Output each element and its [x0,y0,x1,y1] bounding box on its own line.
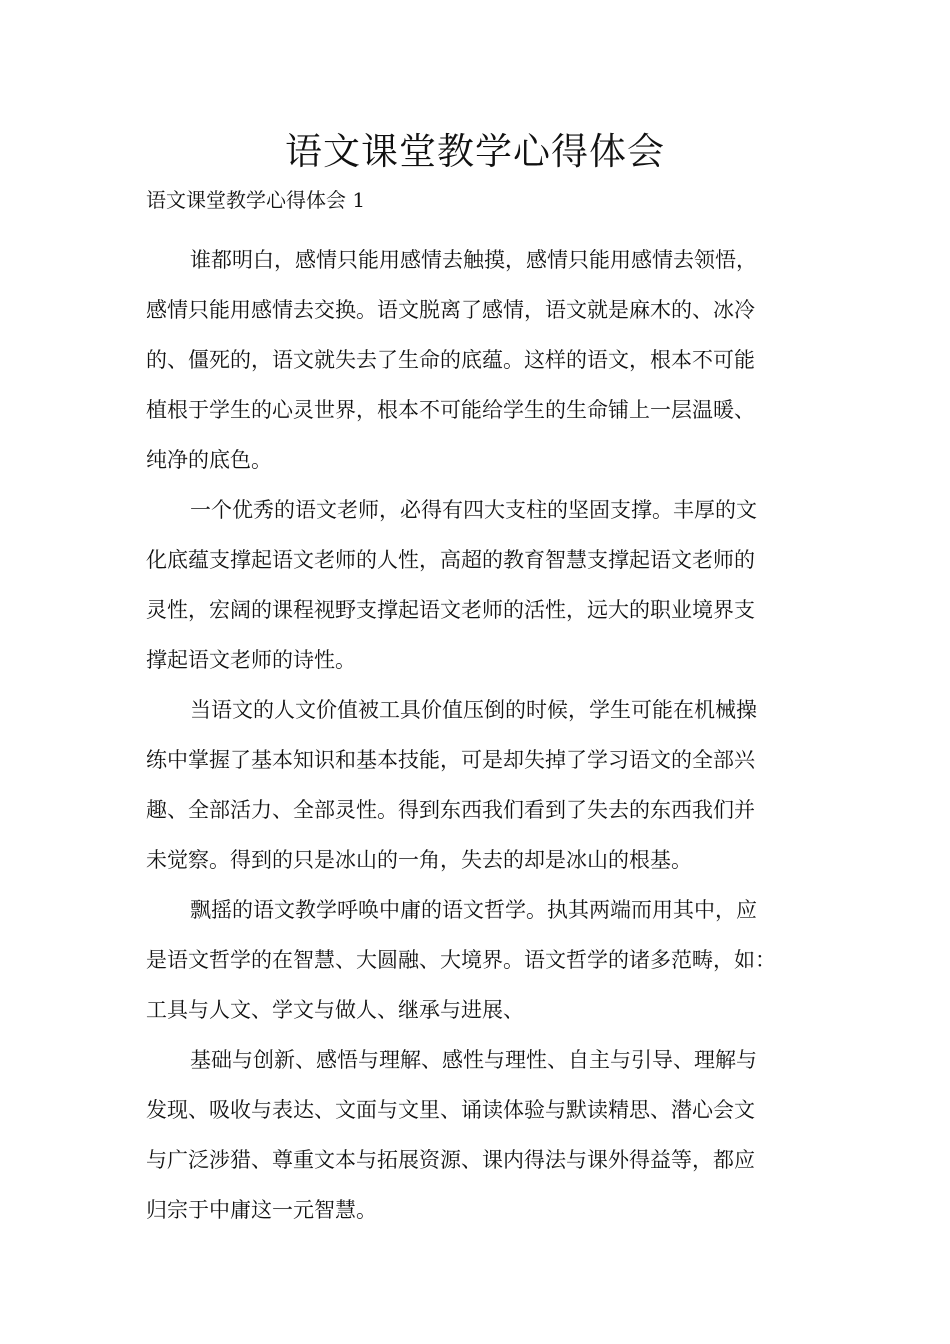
paragraph-line: 工具与人文、学文与做人、继承与进展、 [146,998,524,1022]
paragraph-line: 一个优秀的语文老师，必得有四大支柱的坚固支撑。丰厚的文 [190,498,757,522]
paragraph-line: 感情只能用感情去交换。语文脱离了感情，语文就是麻木的、冰冷 [146,298,755,322]
paragraph-line: 的、僵死的，语文就失去了生命的底蕴。这样的语文，根本不可能 [146,348,755,372]
paragraph-5 [146,1035,816,1235]
paragraph-3 [146,685,816,885]
paragraph-line: 趣、全部活力、全部灵性。得到东西我们看到了失去的东西我们并 [146,798,755,822]
paragraph-line: 基础与创新、感悟与理解、感性与理性、自主与引导、理解与 [190,1048,757,1072]
paragraph-line: 灵性，宏阔的课程视野支撑起语文老师的活性，远大的职业境界支 [146,598,755,622]
paragraph-line: 发现、吸收与表达、文面与文里、诵读体验与默读精思、潜心会文 [146,1098,755,1122]
paragraph-line: 化底蕴支撑起语文老师的人性，高超的教育智慧支撑起语文老师的 [146,548,755,572]
section-heading: 语文课堂教学心得体会 1 [146,188,366,212]
paragraph-line: 飘摇的语文教学呼唤中庸的语文哲学。执其两端而用其中，应 [190,898,757,922]
document-title: 语文课堂教学心得体会 [285,130,665,173]
paragraph-line: 练中掌握了基本知识和基本技能，可是却失掉了学习语文的全部兴 [146,748,755,772]
document-body [146,235,816,1235]
paragraph-2 [146,485,816,685]
paragraph-line: 谁都明白，感情只能用感情去触摸，感情只能用感情去领悟， [190,248,757,272]
paragraph-line: 植根于学生的心灵世界，根本不可能给学生的生命铺上一层温暖、 [146,398,755,422]
paragraph-line: 是语文哲学的在智慧、大圆融、大境界。语文哲学的诸多范畴，如： [146,948,776,972]
paragraph-line: 撑起语文老师的诗性。 [146,648,356,672]
paragraph-1 [146,235,816,485]
paragraph-line: 与广泛涉猎、尊重文本与拓展资源、课内得法与课外得益等，都应 [146,1148,755,1172]
paragraph-line: 纯净的底色。 [146,448,272,472]
paragraph-line: 归宗于中庸这一元智慧。 [146,1198,377,1222]
paragraph-line: 当语文的人文价值被工具价值压倒的时候，学生可能在机械操 [190,698,757,722]
paragraph-line: 未觉察。得到的只是冰山的一角，失去的却是冰山的根基。 [146,848,692,872]
paragraph-4 [146,885,816,1035]
